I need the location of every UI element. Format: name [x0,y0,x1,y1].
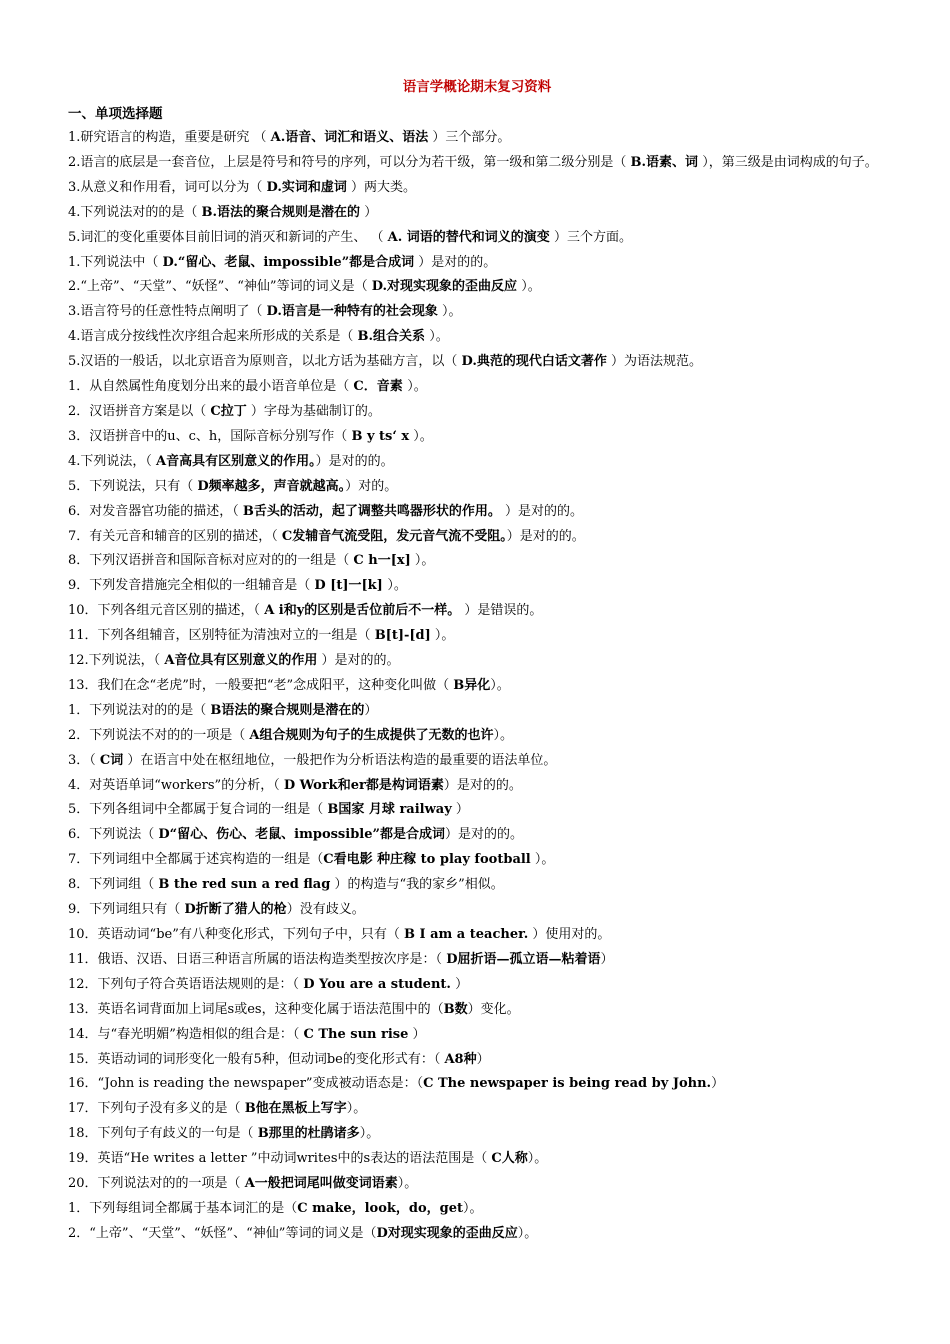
question-text-end: ）是对的的。 [414,254,497,270]
question-text-end: ）是错误的。 [460,603,543,619]
question-item [68,823,886,848]
question-text: 9．下列发音措施完全相似的一组辅音是（ [68,578,315,594]
question-text-end: ）是对的的。 [317,653,400,669]
answer-text: B语法的聚合规则是潜在的 [210,702,365,718]
question-text: 2．汉语拼音方案是以（ [68,403,211,419]
question-text: 2.“上帝”、“天堂”、“妖怪”、“神仙”等词的词义是（ [68,279,372,295]
question-text-end: ）的构造与“我的家乡”相似。 [330,877,504,893]
answer-text: A8种 [444,1051,477,1067]
answer-text: B那里的杜鹃诸多 [257,1126,360,1142]
question-text: 1.下列说法中（ [68,254,163,270]
answer-text: C看电影 种庄稼 to play football [323,852,531,868]
question-item [68,1072,886,1097]
question-text: 8．下列汉语拼音和国际音标对应对的的一组是（ [68,553,354,569]
answer-text: D折断了猎人的枪 [184,902,287,918]
question-text-end: ）是对的的。 [315,453,394,469]
question-text-end: ）为语法规范。 [606,354,703,370]
answer-text: B y ts‘ x [351,428,410,444]
question-item [68,624,886,649]
question-text-end: ） [451,802,469,818]
question-text-end: ） [711,1076,725,1092]
question-text: 1．下列每组词全都属于基本词汇的是（ [68,1200,298,1216]
question-text-end: ）。 [530,852,555,868]
answer-text: A组合规则为句子的生成提供了无数的也许 [249,727,494,743]
question-text-end: ）变化。 [467,1001,520,1017]
answer-text: C The sun rise [303,1026,409,1042]
question-text: 18．下列句子有歧义的一句是（ [68,1126,258,1142]
question-text: 1.研究语言的构造，重要是研究 （ [68,130,271,145]
question-item [68,1122,886,1147]
question-text: 6．对发音器官功能的描述，（ [68,503,243,519]
question-item [68,898,886,923]
question-text: 7．有关元音和辅音的区别的描述，（ [68,528,282,544]
question-text-end: ）在语言中处在枢纽地位，一般把作为分析语法构造的最重要的语法单位。 [123,752,557,768]
question-item [68,749,886,774]
question-text: 3．（ [68,752,100,768]
answer-text: B他在黑板上写字 [244,1101,347,1117]
answer-text: D.“留心、老鼠、impossible”都是合成词 [162,254,415,270]
question-text: 14．与“春光明媚”构造相似的组合是：（ [68,1026,304,1042]
question-item [68,599,886,624]
answer-text: B[t]-[d] [374,628,431,644]
answer-text: A音位具有区别意义的作用 [164,653,318,669]
question-text-end: ），第三级是由词构成的句子。 [698,154,878,170]
question-text: 11．下列各组辅音，区别特征为清浊对立的一组是（ [68,628,375,644]
question-item [68,525,886,550]
question-item [68,848,886,873]
question-text: 3.语言符号的任意性特点阐明了（ [68,304,267,320]
question-text: 3．汉语拼音中的u、c、h，国际音标分别写作（ [68,428,352,444]
answer-text: C The newspaper is being read by John. [423,1076,712,1092]
answer-text: D.语言是一种特有的社会现象 [266,304,438,320]
answer-text: D频率越多，声音就越高。 [197,478,346,494]
question-item [68,300,886,325]
question-text-end: ）是对的的。 [444,827,523,843]
question-item [68,1222,886,1247]
section-heading: 一、单项选择题 [68,106,163,122]
question-text: 4．对英语单词“workers”的分析，（ [68,777,284,793]
answer-text: D“留心、伤心、老鼠、impossible”都是合成词 [158,827,445,843]
question-list [68,126,886,1247]
answer-text: B I am a teacher. [403,927,529,942]
question-item [68,400,886,425]
question-item [68,251,886,276]
question-text-end: ） [600,951,614,967]
question-text-end: ）是对的的。 [500,503,584,519]
question-text-end: ）。 [463,1200,483,1216]
question-text-end: ）三个部分。 [428,130,511,145]
question-item [68,375,886,400]
question-text-end: ）。 [527,1151,548,1167]
question-text-end: ） [450,976,469,992]
question-item [68,699,886,724]
answer-text: B.组合关系 [357,329,426,345]
question-text-end: ）三个方面。 [549,229,632,245]
question-text-end: ）字母为基础制订的。 [246,403,381,419]
answer-text: B舌头的活动，起了调整共鸣器形状的作用。 [242,503,501,519]
answer-text: B国家 月球 railway [327,802,452,818]
answer-text: A一般把词尾叫做变词语素 [244,1176,398,1192]
question-item [68,1048,886,1073]
question-text: 6．下列说法（ [68,827,159,843]
question-text: 1．从自然属性角度划分出来的最小语音单位是（ [68,379,354,395]
question-text: 20．下列说法对的的一项是（ [68,1176,245,1192]
question-text: 2.语言的底层是一套音位，上层是符号和符号的序列，可以分为若干级，第一级和第二级分别是（ [68,154,631,170]
question-item [68,1147,886,1172]
question-text-end: ）。 [397,1176,418,1192]
question-text-end: ）。 [517,279,541,295]
question-text-end: ）。 [410,553,435,569]
question-item [68,201,886,226]
question-item [68,350,886,375]
answer-text: B the red sun a red flag [158,877,331,893]
question-text-end: ）对的。 [345,478,398,494]
document-page [68,76,886,1247]
question-text: 2．下列说法不对的的一项是（ [68,727,250,743]
question-text-end: ）。 [490,677,510,693]
question-text: 15．英语动词的词形变化一般有5种，但动词be的变化形式有：（ [68,1051,445,1067]
question-text: 4.下列说法对的的是（ [68,204,202,220]
question-item [68,275,886,300]
answer-text: A音高具有区别意义的作用。 [156,453,316,469]
question-item [68,1097,886,1122]
question-item [68,1197,886,1222]
answer-text: B异化 [453,677,491,693]
question-text-end: ）。 [437,304,462,320]
question-item [68,873,886,898]
question-text-end: ）是对的的。 [443,777,522,793]
question-text-end: ）是对的的。 [506,528,585,544]
question-text-end: ）使用对的。 [528,927,611,942]
question-text: 16．“John is reading the newspaper”变成被动语态是：（ [68,1076,424,1092]
question-text: 19．英语“He writes a letter ”中动词writes中的s表达的语法范围是（ [68,1151,492,1167]
question-item [68,774,886,799]
question-item [68,176,886,201]
question-text: 13．我们在念“老虎”时，一般要把“老”念成阳平，这种变化叫做（ [68,677,454,693]
question-item [68,948,886,973]
question-text: 5．下列各组词中全都属于复合词的一组是（ [68,802,328,818]
question-item [68,649,886,674]
question-text: 4.下列说法，（ [68,453,157,469]
question-text: 1．下列说法对的的是（ [68,702,211,718]
question-item [68,500,886,525]
question-text: 13．英语名词背面加上词尾s或es，这种变化属于语法范围中的（ [68,1001,444,1017]
answer-text: C拉丁 [210,403,247,419]
answer-text: C make，look，do，get [297,1200,464,1216]
question-text-end: ）两大类。 [346,179,417,195]
question-text: 10．下列各组元音区别的描述，（ [68,603,265,619]
question-text-end: ）。 [387,578,407,594]
page-title: 语言学概论期末复习资料 [402,79,552,95]
question-item [68,226,886,251]
answer-text: C人称 [491,1151,528,1167]
question-text: 4.语言成分按线性次序组合起来所形成的关系是（ [68,329,358,345]
question-text-end: ）。 [409,428,433,444]
question-item [68,798,886,823]
question-text: 17．下列句子没有多义的是（ [68,1101,245,1117]
question-text-end: ） [408,1026,426,1042]
question-item [68,973,886,998]
question-text-end: ）。 [430,628,455,644]
answer-text: A.语音、词汇和语义、语法 [270,130,429,145]
question-text: 10．英语动词“be”有八种变化形式，下列句子中，只有（ [68,927,404,942]
question-item [68,425,886,450]
question-item [68,475,886,500]
question-text: 5.词汇的变化重要体目前旧词的消灭和新词的产生、 （ [68,229,388,245]
question-text: 11．俄语、汉语、日语三种语言所属的语法构造类型按次序是：（ [68,951,447,967]
question-item [68,126,886,151]
question-text-end: ） [360,204,378,220]
question-item [68,674,886,699]
answer-text: D.典范的现代白话文著作 [461,354,607,370]
question-item [68,1172,886,1197]
answer-text: D对现实现象的歪曲反应 [376,1225,518,1241]
answer-text: D.实词和虚词 [266,179,347,195]
answer-text: D You are a student. [303,976,451,992]
question-text: 12．下列句子符合英语语法规则的是：（ [68,976,304,992]
question-text: 2．“上帝”、“天堂”、“妖怪”、“神仙”等词的词义是（ [68,1225,377,1241]
question-text: 3.从意义和作用看，词可以分为（ [68,179,267,195]
question-item [68,998,886,1023]
question-text-end: ）。 [493,727,514,743]
answer-text: A. 词语的替代和词义的演变 [387,229,550,245]
question-item [68,724,886,749]
question-item [68,1023,886,1048]
question-text-end: ）没有歧义。 [286,902,365,918]
answer-text: B数 [443,1001,468,1017]
answer-text: A i和y的区别是舌位前后不一样。 [264,603,461,619]
question-item [68,450,886,475]
question-text-end: ）。 [359,1126,380,1142]
answer-text: B.语素、词 [630,154,699,170]
answer-text: B.语法的聚合规则是潜在的 [201,204,361,220]
answer-text: D.对现实现象的歪曲反应 [371,279,518,295]
question-text: 7．下列词组中全都属于述宾构造的一组是（ [68,852,324,868]
answer-text: D屈折语—孤立语—粘着语 [446,951,601,967]
answer-text: C发辅音气流受阻，发元音气流不受阻。 [281,528,507,544]
question-item [68,325,886,350]
question-text-end: ）。 [407,379,427,395]
question-text-end: ）。 [425,329,449,345]
question-item [68,574,886,599]
question-item [68,151,886,176]
question-text: 5．下列说法，只有（ [68,478,198,494]
question-text-end: ）。 [517,1225,538,1241]
question-item [68,549,886,574]
answer-text: D Work和er都是构词语素 [283,777,444,793]
question-text-end: ） [476,1051,490,1067]
question-text-end: ）。 [346,1101,367,1117]
question-text-end: ） [364,702,378,718]
question-item [68,923,886,948]
answer-text: D [t]一[k] [314,578,388,594]
answer-text: C．音素 [353,379,408,395]
answer-text: C词 [99,752,124,768]
answer-text: C h一[x] [353,553,411,569]
question-text: 5.汉语的一般话，以北京语音为原则音，以北方话为基础方言，以（ [68,354,462,370]
question-text: 8．下列词组（ [68,877,159,893]
question-text: 12.下列说法，（ [68,653,165,669]
question-text: 9．下列词组只有（ [68,902,185,918]
